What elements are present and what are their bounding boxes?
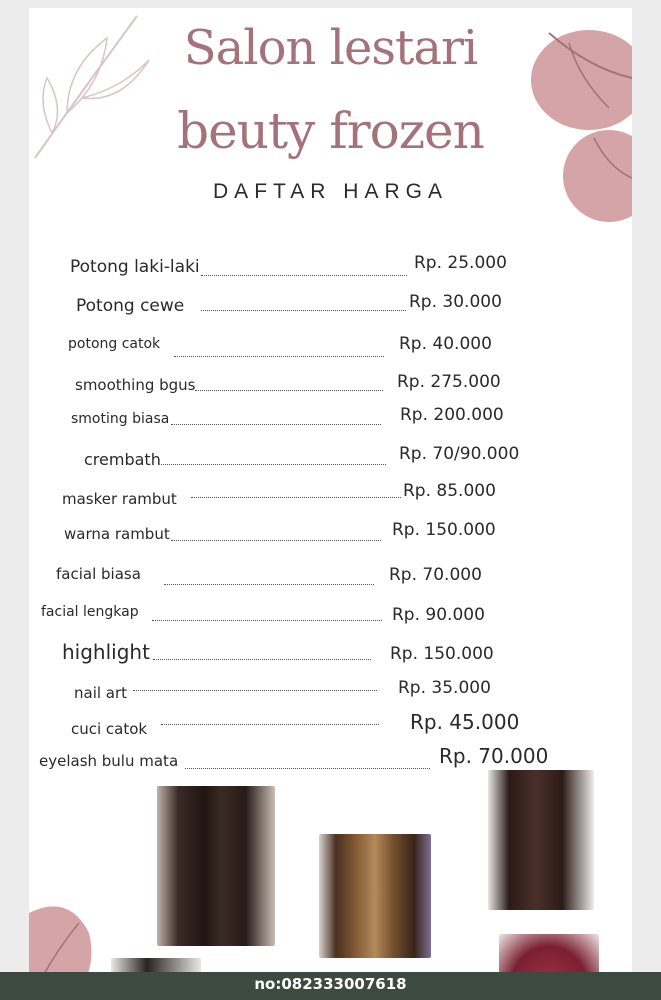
dot-leader: [201, 310, 406, 311]
service-price: Rp. 150.000: [390, 644, 494, 664]
hair-photo-highlight: [319, 834, 431, 958]
service-price: Rp. 150.000: [392, 520, 496, 540]
price-row: [29, 444, 632, 474]
price-row: [29, 562, 632, 592]
service-price: Rp. 70.000: [389, 565, 482, 585]
service-price: Rp. 70/90.000: [399, 444, 520, 464]
service-price: Rp. 70.000: [439, 744, 549, 768]
contact-bar: [0, 972, 661, 1000]
dot-leader: [153, 659, 371, 660]
service-name: warna rambut: [64, 525, 170, 543]
dot-leader: [171, 540, 381, 541]
service-price: Rp. 25.000: [414, 253, 507, 273]
price-list-heading: DAFTAR HARGA: [213, 180, 448, 203]
service-name: crembath: [84, 450, 161, 469]
service-price: Rp. 85.000: [403, 481, 496, 501]
price-row: [29, 370, 632, 400]
price-row: [29, 678, 632, 708]
price-row: [29, 518, 632, 548]
service-name: smoting biasa: [71, 411, 170, 427]
salon-name-line2: beuty frozen: [177, 102, 484, 160]
dot-leader: [185, 768, 430, 769]
service-name: smoothing bgus: [75, 376, 196, 394]
service-price: Rp. 30.000: [409, 292, 502, 312]
service-name: Potong cewe: [76, 296, 185, 316]
dot-leader: [161, 464, 386, 465]
price-row: [29, 251, 632, 281]
service-name: facial biasa: [56, 565, 141, 583]
dot-leader: [171, 424, 381, 425]
service-name: Potong laki-laki: [70, 257, 200, 277]
service-name: potong catok: [68, 336, 161, 352]
salon-name-line1: Salon lestari: [183, 20, 478, 76]
dot-leader: [152, 620, 382, 621]
dot-leader: [161, 724, 379, 725]
price-row: [29, 405, 632, 435]
service-price: Rp. 45.000: [410, 710, 520, 734]
price-list-flyer: [29, 8, 632, 1000]
dot-leader: [195, 390, 383, 391]
price-row: [29, 710, 632, 744]
price-row: [29, 638, 632, 670]
price-row: [29, 330, 632, 360]
service-price: Rp. 40.000: [399, 334, 492, 354]
hair-photo-long-dark: [488, 770, 594, 910]
price-row: [29, 290, 632, 320]
dot-leader: [201, 275, 407, 276]
service-price: Rp. 35.000: [398, 678, 491, 698]
service-name: cuci catok: [71, 720, 148, 738]
service-name: highlight: [62, 640, 150, 664]
price-row: [29, 481, 632, 511]
dot-leader: [164, 584, 374, 585]
service-price: Rp. 275.000: [397, 372, 501, 392]
dot-leader: [174, 356, 384, 357]
service-name: nail art: [74, 684, 128, 702]
dot-leader: [191, 497, 401, 498]
dot-leader: [133, 690, 377, 691]
hair-photo-straight-dark: [157, 786, 275, 946]
service-name: facial lengkap: [41, 604, 139, 620]
phone-number: no:082333007618: [254, 975, 407, 993]
service-price: Rp. 90.000: [392, 605, 485, 625]
service-name: eyelash bulu mata: [39, 752, 179, 770]
price-row: [29, 602, 632, 632]
service-price: Rp. 200.000: [400, 405, 504, 425]
service-name: masker rambut: [62, 490, 177, 508]
